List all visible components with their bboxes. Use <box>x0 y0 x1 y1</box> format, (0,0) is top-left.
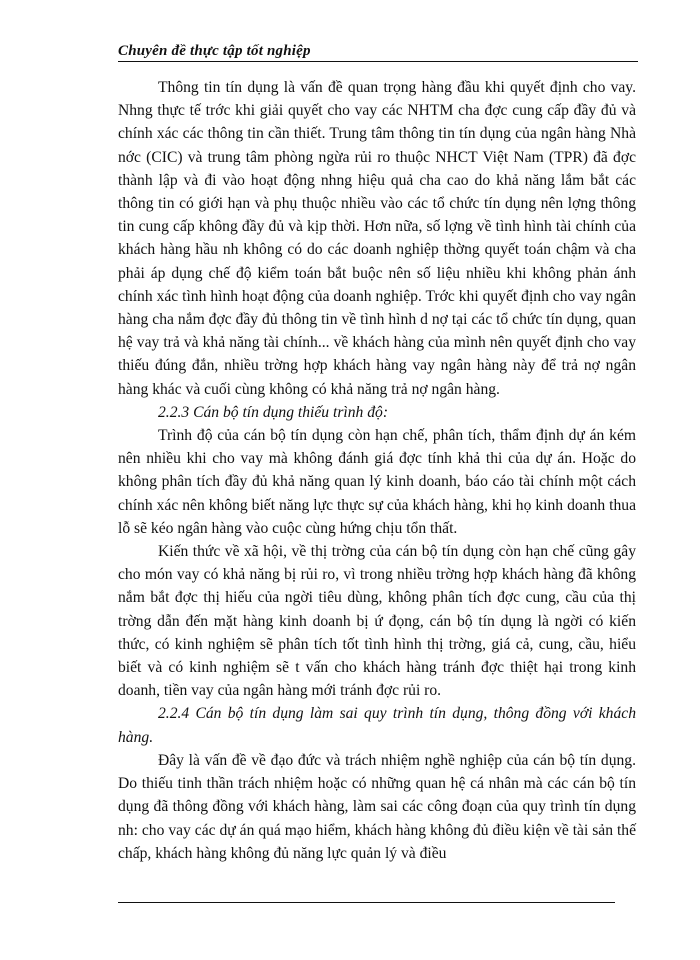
footer-rule <box>118 902 615 903</box>
paragraph-credit-information: Thông tin tín dụng là vấn đề quan trọng hàng đầu khi quyết định cho vay. Nhng thực tế trớc khi giải quyết cho vay các NHTM cha đợc cung cấp đầy đủ và chính xác các thông tin cần thiết. Trung tâm thông tin tín dụng của ngân hàng Nhà nớc (CIC) và trung tâm phòng ngừa rủi ro thuộc NHCT Việt Nam (TPR) đã đợc thành lập và đi vào hoạt động nhng hiệu quả cha cao do khả năng lắm bắt các thông tin có giới hạn và phụ thuộc nhiều vào các tổ chức tín dụng nên lợng thông tin cung cấp không đầy đủ và kịp thời. Hơn nữa, số lợng về tình hình tài chính của khách hàng hầu nh không có do các doanh nghiệp thờng quyết toán chậm và cha phải áp dụng chế độ kiểm toán bắt buộc nên số liệu nhiều khi không phản ánh chính xác tình hình hoạt động của doanh nghiệp. Trớc khi quyết định cho vay ngân hàng cha nắm đợc đầy đủ thông tin về tình hình d nợ tại các tổ chức tín dụng, quan hệ vay trả và khả năng tài chính... về khách hàng của mình nên quyết định cho vay thiếu đúng đắn, nhiều trờng hợp khách hàng vay ngân hàng này để trả nợ ngân hàng khác và cuối cùng không có khả năng trả nợ ngân hàng. <box>118 79 636 398</box>
paragraph-officer-competence: Trình độ của cán bộ tín dụng còn hạn chế, phân tích, thẩm định dự án kém nên nhiều khi cho vay mà không đánh giá đợc tính khả thi của dự án. Hoặc do không phân tích đầy đủ khả năng quan lý kinh doanh, báo cáo tài chính một cách chính xác nên không biết năng lực thực sự của khách hàng, khi họ kinh doanh thua lỗ sẽ kéo ngân hàng vào cuộc cùng hứng chịu tổn thất. <box>118 427 636 537</box>
paragraph-market-knowledge: Kiến thức về xã hội, về thị trờng của cán bộ tín dụng còn hạn chế cũng gây cho món vay có khả năng bị rủi ro, vì trong nhiều trờng hợp khách hàng đã không nắm bắt đợc thị hiếu của ngời tiêu dùng, không phân tích đợc cung, cầu của thị trờng dẫn đến mặt hàng kinh doanh bị ứ đọng, cán bộ tín dụng là ngời có kiến thức, có kinh nghiệm sẽ phân tích tốt tình hình thị trờng, giá cả, cung, cầu, hiểu biết và có kinh nghiệm sẽ t vấn cho khách hàng tránh đợc thiệt hại trong kinh doanh, tiền vay của ngân hàng mới tránh đợc rủi ro. <box>118 543 636 700</box>
section-heading-2-2-4: 2.2.4 Cán bộ tín dụng làm sai quy trình tín dụng, thông đồng với khách hàng. <box>118 705 636 746</box>
paragraph-ethics: Đây là vấn đề về đạo đức và trách nhiệm nghề nghiệp của cán bộ tín dụng. Do thiếu tinh thần trách nhiệm hoặc có những quan hệ cá nhân mà các cán bộ tín dụng đã thông đồng với khách hàng, làm sai các công đoạn của quy trình tín dụng nh: cho vay các dự án quá mạo hiểm, khách hàng không đủ điều kiện về tài sản thế chấp, khách hàng không đủ năng lực quản lý và điều <box>118 751 636 862</box>
section-heading-2-2-3: 2.2.3 Cán bộ tín dụng thiếu trình độ: <box>158 403 389 421</box>
document-body <box>118 76 636 865</box>
header-title: Chuyên đề thực tập tốt nghiệp <box>118 43 311 59</box>
page-header <box>118 42 638 62</box>
